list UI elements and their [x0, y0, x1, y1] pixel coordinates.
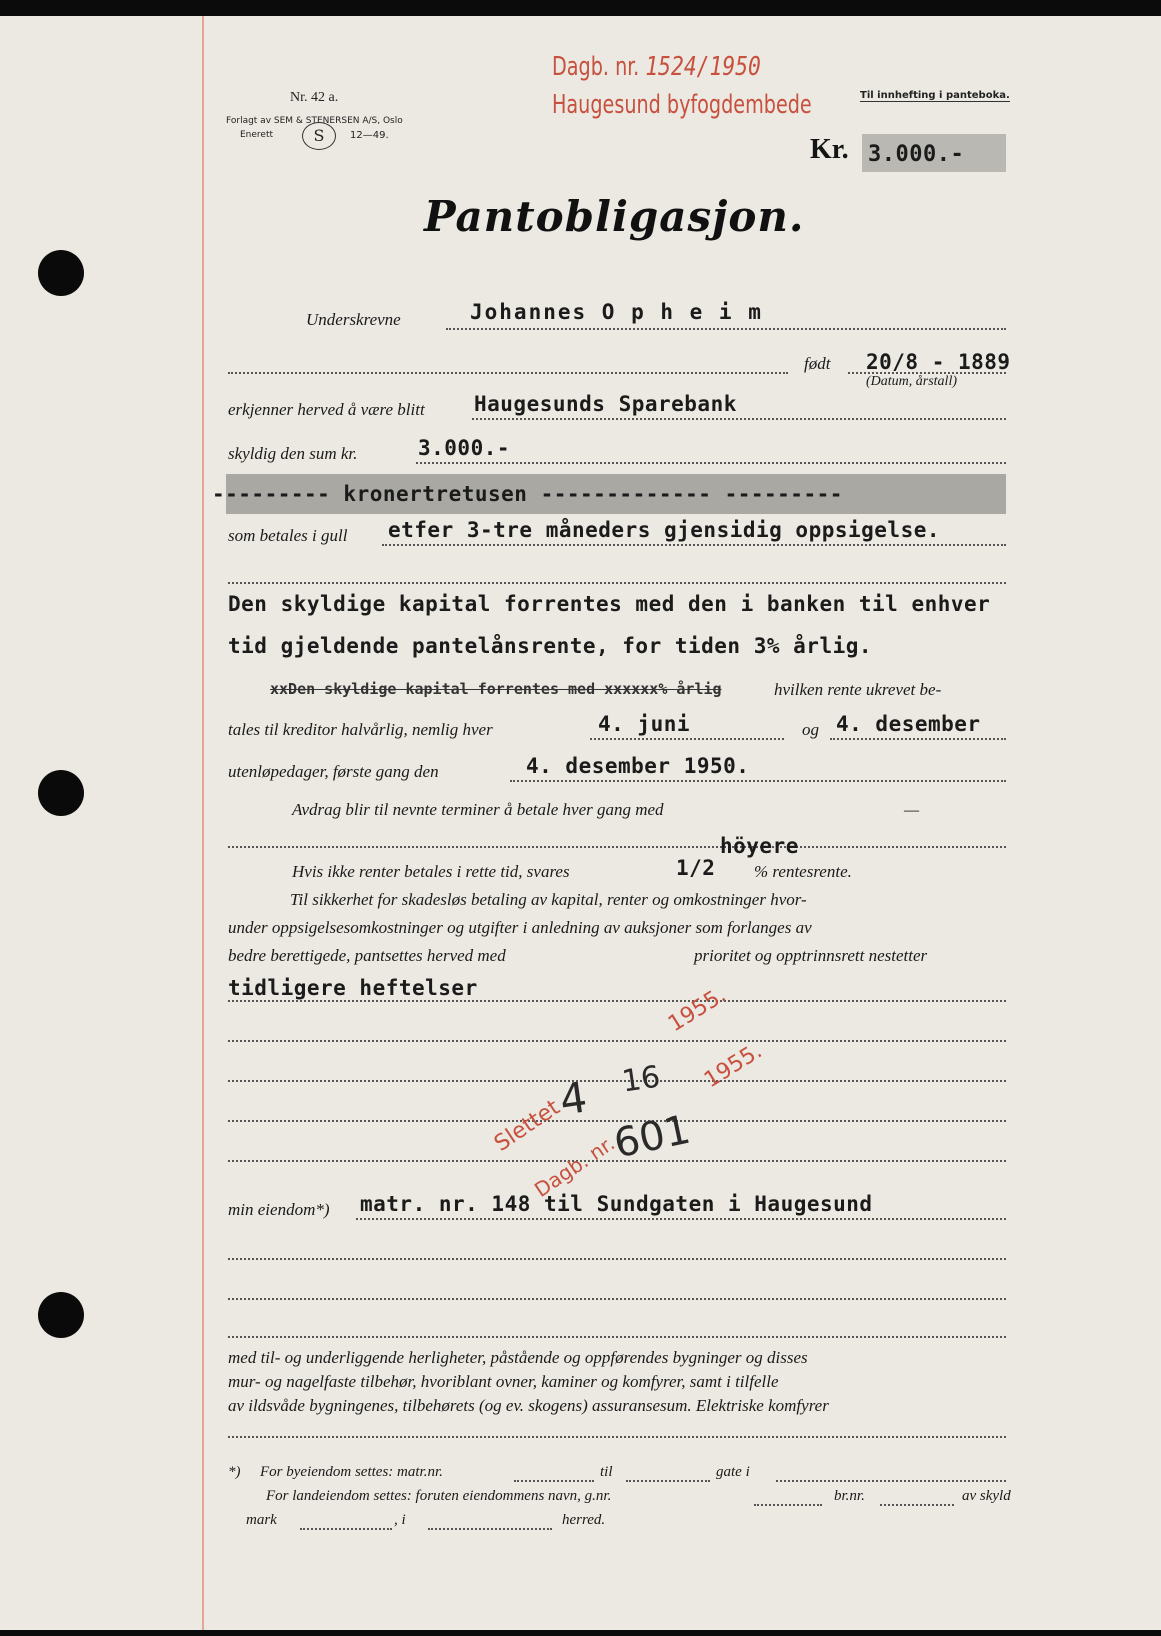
security-line3a: bedre berettigede, pantsettes herved med [228, 946, 506, 965]
publisher-right: Enerett [240, 130, 274, 140]
punch-hole [38, 1292, 84, 1338]
penalty-label: Hvis ikke renter betales i rette tid, svares [292, 862, 570, 881]
fill-line [514, 1480, 594, 1482]
penalty-suffix: % rentesrente. [754, 862, 852, 881]
punch-hole [38, 770, 84, 816]
born-hint: (Datum, årstall) [866, 374, 957, 389]
document-title: Pantobligasjon. [424, 192, 805, 241]
fill-line [446, 328, 1006, 330]
punch-hole [38, 250, 84, 296]
publisher-line: Forlagt av SEM & STENERSEN A/S, Oslo [226, 116, 403, 126]
footnote-line3b: , i [394, 1512, 406, 1528]
fill-line [228, 1080, 1006, 1082]
halfyear-date1: 4. juni [598, 712, 691, 736]
fill-line [228, 1298, 1006, 1300]
halfyear-date2: 4. desember [836, 712, 981, 736]
fill-line [510, 780, 1006, 782]
property-value: matr. nr. 148 til Sundgaten i Haugesund [360, 1192, 873, 1216]
publisher-logo-icon: S [302, 122, 336, 150]
fill-line [382, 544, 1006, 546]
stamp-dagb-label: Dagb. nr. [552, 52, 640, 82]
first-date: 4. desember 1950. [526, 754, 750, 778]
handwritten-day: 4 [556, 1072, 591, 1125]
deletion-year: 1955. [664, 982, 731, 1038]
prior-encumbrance: tidligere heftelser [228, 976, 478, 1000]
payment-terms: etfer 3-tre måneders gjensidig oppsigelse. [388, 518, 941, 542]
handwritten-month: 16 [619, 1059, 663, 1100]
interest-line2: tid gjeldende pantelånsrente, for tiden 3% årlig. [228, 634, 873, 658]
fill-line [590, 738, 784, 740]
halfyear-label: tales til kreditor halvårlig, nemlig hver [228, 720, 493, 739]
fill-line [754, 1504, 822, 1506]
closing-line3: av ildsvåde bygningenes, tilbehørets (og ev. skogens) assuransesum. Elektriske komfyrer [228, 1396, 829, 1415]
fill-line [228, 372, 788, 374]
fill-line [228, 1040, 1006, 1042]
margin-rule [202, 16, 204, 1630]
fill-line [776, 1480, 1006, 1482]
interest-struck: xxDen skyldige kapital forrentes med xxxxxx% årlig [270, 680, 722, 698]
deletion-stamp-dagb: Dagb. nr. [530, 1131, 620, 1202]
born-value: 20/8 - 1889 [866, 350, 1011, 374]
footnote-line1b: til [600, 1464, 613, 1480]
footnote-line2a: For landeiendom settes: foruten eiendommens navn, g.nr. [266, 1488, 612, 1504]
security-line3b: prioritet og opptrinnsrett nestetter [694, 946, 928, 965]
halfyear-and: og [802, 720, 819, 739]
sum-words: --------- kronertretusen ------------- --------- [212, 482, 843, 506]
document-page [0, 16, 1161, 1630]
fill-line [228, 1000, 1006, 1002]
interest-line1: Den skyldige kapital forrentes med den i banken til enhver [228, 592, 991, 616]
payment-label: som betales i gull [228, 526, 348, 545]
footnote-line1a: For byeiendom settes: matr.nr. [260, 1464, 443, 1480]
first-label: utenløpedager, første gang den [228, 762, 439, 781]
amount-value: 3.000.- [868, 142, 965, 167]
creditor-label: erkjenner herved å være blitt [228, 400, 425, 419]
avdrag-value: — [904, 800, 920, 819]
form-number: Nr. 42 a. [290, 90, 339, 105]
debtor-name: Johannes O p h e i m [470, 300, 763, 324]
fill-line [356, 1218, 1006, 1220]
sum-label: skyldig den sum kr. [228, 444, 358, 463]
closing-line1: med til- og underliggende herligheter, påstående og oppførendes bygninger og disses [228, 1348, 808, 1367]
amount-label: Kr. [810, 134, 849, 165]
footnote-star: *) [228, 1464, 241, 1480]
security-line1: Til sikkerhet for skadesløs betaling av kapital, renter og omkostninger hvor- [290, 890, 807, 909]
closing-line2: mur- og nagelfaste tilbehør, hvoriblant ovner, kaminer og komfyrer, samt i tilfelle [228, 1372, 779, 1391]
fill-line [830, 738, 1006, 740]
footnote-line1c: gate i [716, 1464, 750, 1480]
fill-line [228, 846, 1006, 848]
handwritten-dagb-number: 601 [610, 1106, 695, 1168]
registry-stamp-line2: Haugesund byfogdembede [552, 90, 812, 120]
interest-suffix: hvilken rente ukrevet be- [774, 680, 942, 699]
fill-line [228, 1336, 1006, 1338]
stamp-dagb-number: 1524/1950 [645, 52, 761, 82]
fill-line [228, 582, 1006, 584]
attach-note: Til innhefting i panteboka. [860, 90, 1010, 101]
sum-value: 3.000.- [418, 436, 511, 460]
registry-stamp-line1 [552, 52, 761, 82]
fill-line [228, 1160, 1006, 1162]
dagb-year: 1955. [700, 1038, 767, 1094]
footnote-line2c: av skyld [962, 1488, 1011, 1504]
fill-line [416, 462, 1006, 464]
fill-line [228, 1436, 1006, 1438]
fill-line [626, 1480, 710, 1482]
fill-line [880, 1504, 954, 1506]
fill-line [228, 1258, 1006, 1260]
avdrag-text: Avdrag blir til nevnte terminer å betale hver gang med [292, 800, 664, 819]
security-line2: under oppsigelsesomkostninger og utgifter i anledning av auksjoner som forlanges av [228, 918, 812, 937]
fill-line [428, 1528, 552, 1530]
born-label: født [804, 354, 831, 373]
publisher-date: 12—49. [350, 130, 389, 141]
footnote-line3a: mark [246, 1512, 277, 1528]
fill-line [472, 418, 1006, 420]
fill-line [300, 1528, 392, 1530]
creditor-name: Haugesunds Sparebank [474, 392, 737, 416]
footnote-line2b: br.nr. [834, 1488, 865, 1504]
hoyere-text: höyere [720, 834, 799, 858]
property-label: min eiendom*) [228, 1200, 330, 1219]
footnote-line3c: herred. [562, 1512, 606, 1528]
deletion-stamp-word: Slettet [490, 1095, 565, 1157]
penalty-value: 1/2 [676, 856, 716, 880]
debtor-label: Underskrevne [306, 310, 401, 329]
